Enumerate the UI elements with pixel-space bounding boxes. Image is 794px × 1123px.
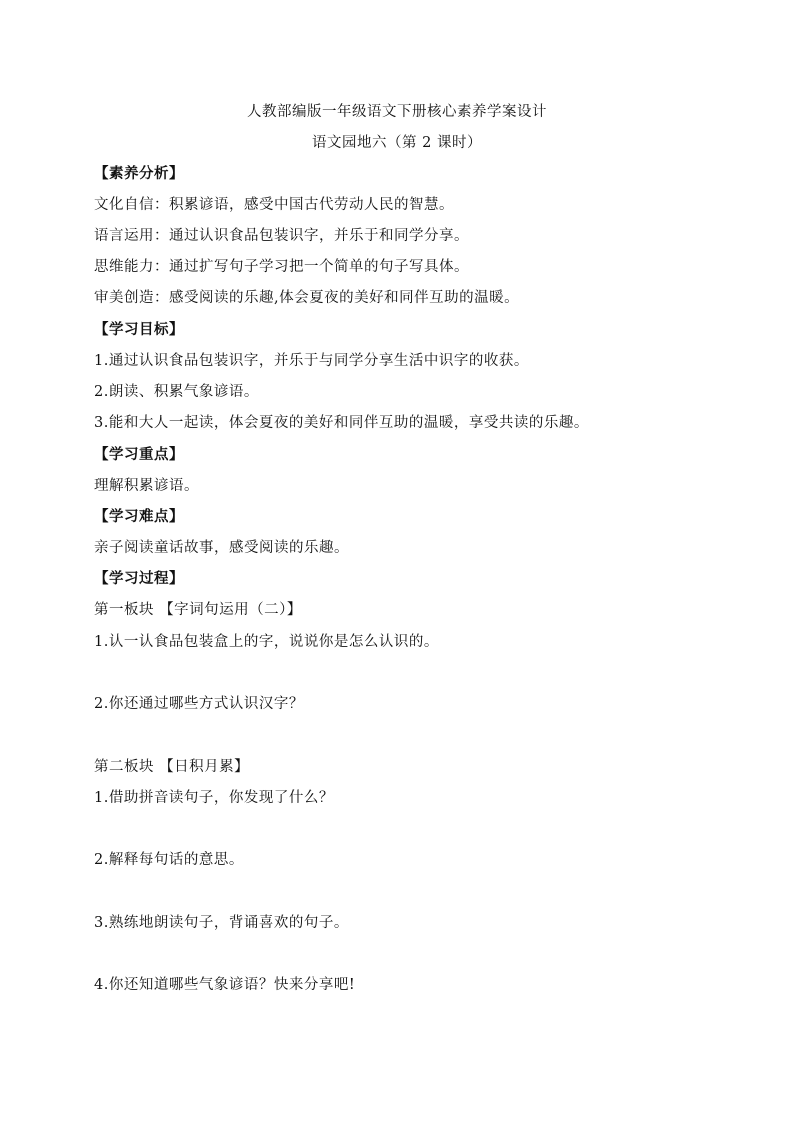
goal-item: 3.能和大人一起读，体会夏夜的美好和同伴互助的温暖，享受共读的乐趣。 bbox=[94, 415, 589, 431]
block-title-1: 第一板块 【字词句运用（二）】 bbox=[94, 602, 302, 618]
document-title: 人教部编版一年级语文下册核心素养学案设计 bbox=[247, 104, 547, 120]
literacy-item: 思维能力：通过扩写句子学习把一个简单的句子写具体。 bbox=[94, 259, 469, 275]
process-item: 3.熟练地朗读句子，背诵喜欢的句子。 bbox=[94, 915, 349, 931]
section-heading-goals: 【学习目标】 bbox=[94, 321, 184, 338]
section-heading-difficulty: 【学习难点】 bbox=[94, 508, 184, 525]
difficulty-text: 亲子阅读童话故事，感受阅读的乐趣。 bbox=[94, 540, 349, 556]
process-item: 1.借助拼音读句子，你发现了什么？ bbox=[94, 790, 334, 806]
literacy-item: 语言运用：通过认识食品包装识字，并乐于和同学分享。 bbox=[94, 228, 469, 244]
process-item: 1.认一认食品包装盒上的字，说说你是怎么认识的。 bbox=[94, 634, 439, 650]
literacy-item: 文化自信：积累谚语，感受中国古代劳动人民的智慧。 bbox=[94, 197, 454, 213]
process-item: 2.解释每句话的意思。 bbox=[94, 852, 244, 868]
literacy-item: 审美创造：感受阅读的乐趣,体会夏夜的美好和同伴互助的温暖。 bbox=[94, 290, 520, 306]
goal-item: 1.通过认识食品包装识字，并乐于与同学分享生活中识字的收获。 bbox=[94, 353, 529, 369]
block-title-2: 第二板块 【日积月累】 bbox=[94, 759, 250, 775]
key-point-text: 理解积累谚语。 bbox=[94, 478, 199, 494]
section-heading-key: 【学习重点】 bbox=[94, 446, 184, 463]
document-subtitle: 语文园地六（第 2 课时） bbox=[312, 135, 482, 151]
process-item: 4.你还知道哪些气象谚语？快来分享吧! bbox=[94, 977, 356, 993]
section-heading-literacy: 【素养分析】 bbox=[94, 165, 184, 182]
section-heading-process: 【学习过程】 bbox=[94, 570, 184, 587]
process-item: 2.你还通过哪些方式认识汉字？ bbox=[94, 696, 304, 712]
goal-item: 2.朗读、积累气象谚语。 bbox=[94, 384, 259, 400]
